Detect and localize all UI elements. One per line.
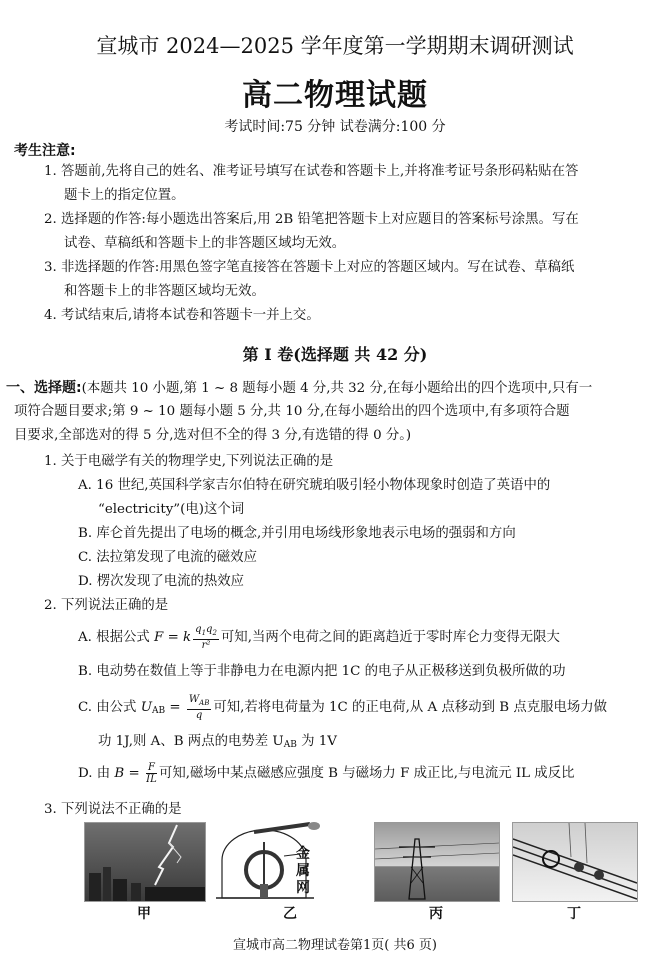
notice-line: 试卷、草稿纸和答题卡上的非答题区域均无效。 xyxy=(64,236,346,251)
metal-net-label: 金 属 网 xyxy=(296,846,310,896)
section-intro-text: (本题共 10 小题,第 1 ~ 8 题每小题 4 分,共 32 分,在每小题给出的四个选项中,只有一 xyxy=(81,381,593,396)
q2-option-c: C. 由公式 $U_{AB}$ = $\frac{W_{AB}}{q}$ 可知,若将电荷量为 1C 的正电荷,从 A 点移动到 B 点克服电场力做 xyxy=(78,694,608,721)
notice-heading: 考生注意: xyxy=(14,143,76,159)
q1-option-b: B. 库仑首先提出了电场的概念,并引用电场线形象地表示电场的强弱和方向 xyxy=(78,526,516,541)
notice-line: 1. 答题前,先将自己的姓名、准考证号填写在试卷和答题卡上,并将准考证号条形码粘贴在答 xyxy=(44,164,579,179)
q3-stem: 3. 下列说法不正确的是 xyxy=(44,802,182,817)
q1-option-d: D. 楞次发现了电流的热效应 xyxy=(78,574,245,589)
subject-title: 高二物理试题 xyxy=(242,78,428,113)
notice-line: 题卡上的指定位置。 xyxy=(64,188,185,203)
caption-ding: 丁 xyxy=(567,906,581,922)
q2-stem: 2. 下列说法正确的是 xyxy=(44,598,169,613)
q2-option-c-cont: 功 1J,则 A、B 两点的电势差 $U_{AB}$ 为 1V xyxy=(98,734,337,750)
volume-title: 第 Ⅰ 卷(选择题 共 42 分) xyxy=(242,345,428,364)
q1-option-a: A. 16 世纪,英国科学家吉尔伯特在研究琥珀吸引轻小物体现象时创造了英语中的 xyxy=(78,478,551,493)
notice-line: 4. 考试结束后,请将本试卷和答题卡一并上交。 xyxy=(44,308,320,323)
section-intro-line: 目要求,全部选对的得 5 分,选对但不全的得 3 分,有选错的得 0 分。) xyxy=(14,428,412,443)
line-workers-photo xyxy=(512,822,638,902)
page-footer: 宣城市高二物理试卷第1页( 共6 页) xyxy=(233,938,437,953)
notice-line: 和答题卡上的非答题区域均无效。 xyxy=(64,284,265,299)
q1-option-c: C. 法拉第发现了电流的磁效应 xyxy=(78,550,257,565)
caption-yi: 乙 xyxy=(283,906,297,922)
metal-net-diagram xyxy=(214,822,354,900)
exam-meta: 考试时间:75 分钟 试卷满分:100 分 xyxy=(224,119,446,135)
section-label: 一、选择题: xyxy=(6,380,82,396)
lightning-city-photo xyxy=(84,822,206,902)
q2-option-d: D. 由 B = $\frac{F}{IL}$ 可知,磁场中某点磁感应强度 B 与磁场力 F 成正比,与电流元 IL 成反比 xyxy=(78,762,575,785)
notice-line: 2. 选择题的作答:每小题选出答案后,用 2B 铅笔把答题卡上对应题目的答案标号涂黑。写在 xyxy=(44,212,579,227)
notice-line: 3. 非选择题的作答:用黑色签字笔直接答在答题卡上对应的答题区域内。写在试卷、草稿纸 xyxy=(44,260,575,275)
exam-title: 宣城市 2024—2025 学年度第一学期期末调研测试 xyxy=(96,34,574,58)
caption-bing: 丙 xyxy=(429,906,443,922)
caption-jia: 甲 xyxy=(137,906,151,922)
section-intro-line: 项符合题目要求;第 9 ~ 10 题每小题 5 分,共 10 分,在每小题给出的四个选项中,有多项符合题 xyxy=(14,404,570,419)
power-tower-photo xyxy=(374,822,500,902)
q2-option-a: A. 根据公式 F = k $\frac{q_1q_2}{\text{r²}}$ 可知,当两个电荷之间的距离趋近于零时库仑力变得无限大 xyxy=(78,624,560,651)
q2-option-b: B. 电动势在数值上等于非静电力在电源内把 1C 的电子从正极移送到负极所做的功 xyxy=(78,664,566,679)
q1-option-a-cont: “electricity”(电)这个词 xyxy=(98,502,245,517)
q1-stem: 1. 关于电磁学有关的物理学史,下列说法正确的是 xyxy=(44,454,334,469)
section-intro-line xyxy=(6,378,592,399)
